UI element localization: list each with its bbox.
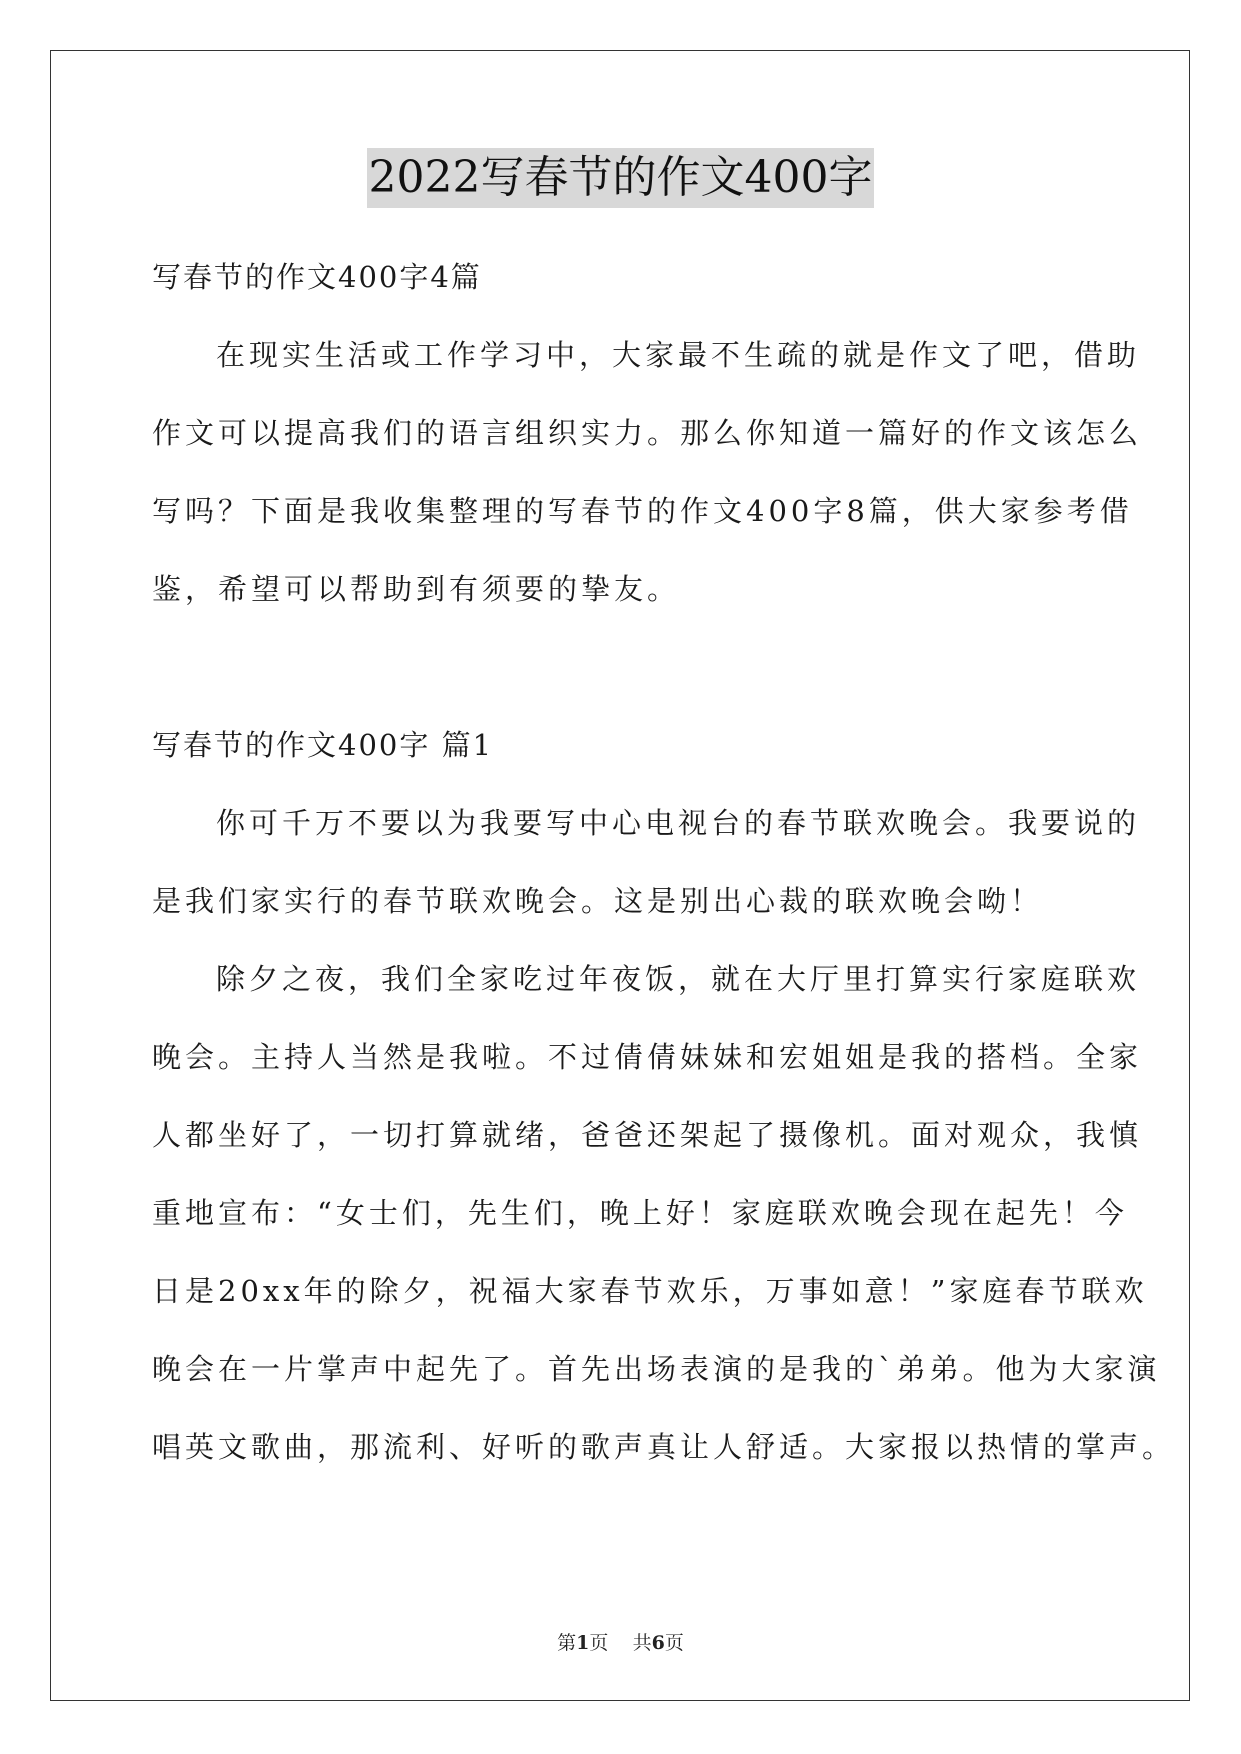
paragraph-line: 重地宣布：“女士们，先生们，晚上好！家庭联欢晚会现在起先！今: [152, 1196, 1128, 1230]
paragraph-line: 写吗？下面是我收集整理的写春节的作文400字8篇，供大家参考借: [152, 494, 1133, 528]
paragraph-line: 你可千万不要以为我要写中心电视台的春节联欢晚会。我要说的: [216, 806, 1141, 840]
page-suffix: 页: [589, 1632, 609, 1654]
paragraph-gap: [152, 628, 1097, 706]
document-title: 2022写春节的作文400字: [367, 148, 875, 208]
paragraph-line: 在现实生活或工作学习中，大家最不生疏的就是作文了吧，借助: [216, 338, 1141, 372]
paragraph-line: 晚会。主持人当然是我啦。不过倩倩妹妹和宏姐姐是我的搭档。全家: [152, 1040, 1143, 1074]
paragraph-1: [152, 784, 1141, 940]
page-footer: [0, 1628, 1241, 1655]
intro-paragraph: [152, 316, 1143, 628]
paragraph-line: 作文可以提高我们的语言组织实力。那么你知道一篇好的作文该怎么: [152, 416, 1143, 450]
paragraph-line: 鉴，希望可以帮助到有须要的挚友。: [152, 572, 681, 606]
total-pages-number: 6: [651, 1632, 665, 1654]
total-prefix: 共: [632, 1632, 652, 1654]
current-page-number: 1: [576, 1632, 590, 1654]
document-body: [152, 238, 1176, 1486]
paragraph-line: 是我们家实行的春节联欢晚会。这是别出心裁的联欢晚会呦！: [152, 884, 1044, 918]
total-suffix: 页: [664, 1632, 684, 1654]
paragraph-line: 人都坐好了，一切打算就绪，爸爸还架起了摄像机。面对观众，我慎: [152, 1118, 1143, 1152]
paragraph-2: [152, 940, 1176, 1486]
paragraph-line: 日是20xx年的除夕，祝福大家春节欢乐，万事如意！”家庭春节联欢: [152, 1274, 1148, 1308]
document-subtitle: 写春节的作文400字4篇: [152, 260, 482, 294]
page-prefix: 第: [557, 1632, 577, 1654]
paragraph-line: 唱英文歌曲，那流利、好听的歌声真让人舒适。大家报以热情的掌声。: [152, 1430, 1176, 1464]
title-container: [0, 148, 1241, 208]
section-heading: 写春节的作文400字 篇1: [152, 728, 494, 762]
paragraph-line: 晚会在一片掌声中起先了。首先出场表演的是我的`弟弟。他为大家演: [152, 1352, 1161, 1386]
paragraph-line: 除夕之夜，我们全家吃过年夜饭，就在大厅里打算实行家庭联欢: [216, 962, 1141, 996]
